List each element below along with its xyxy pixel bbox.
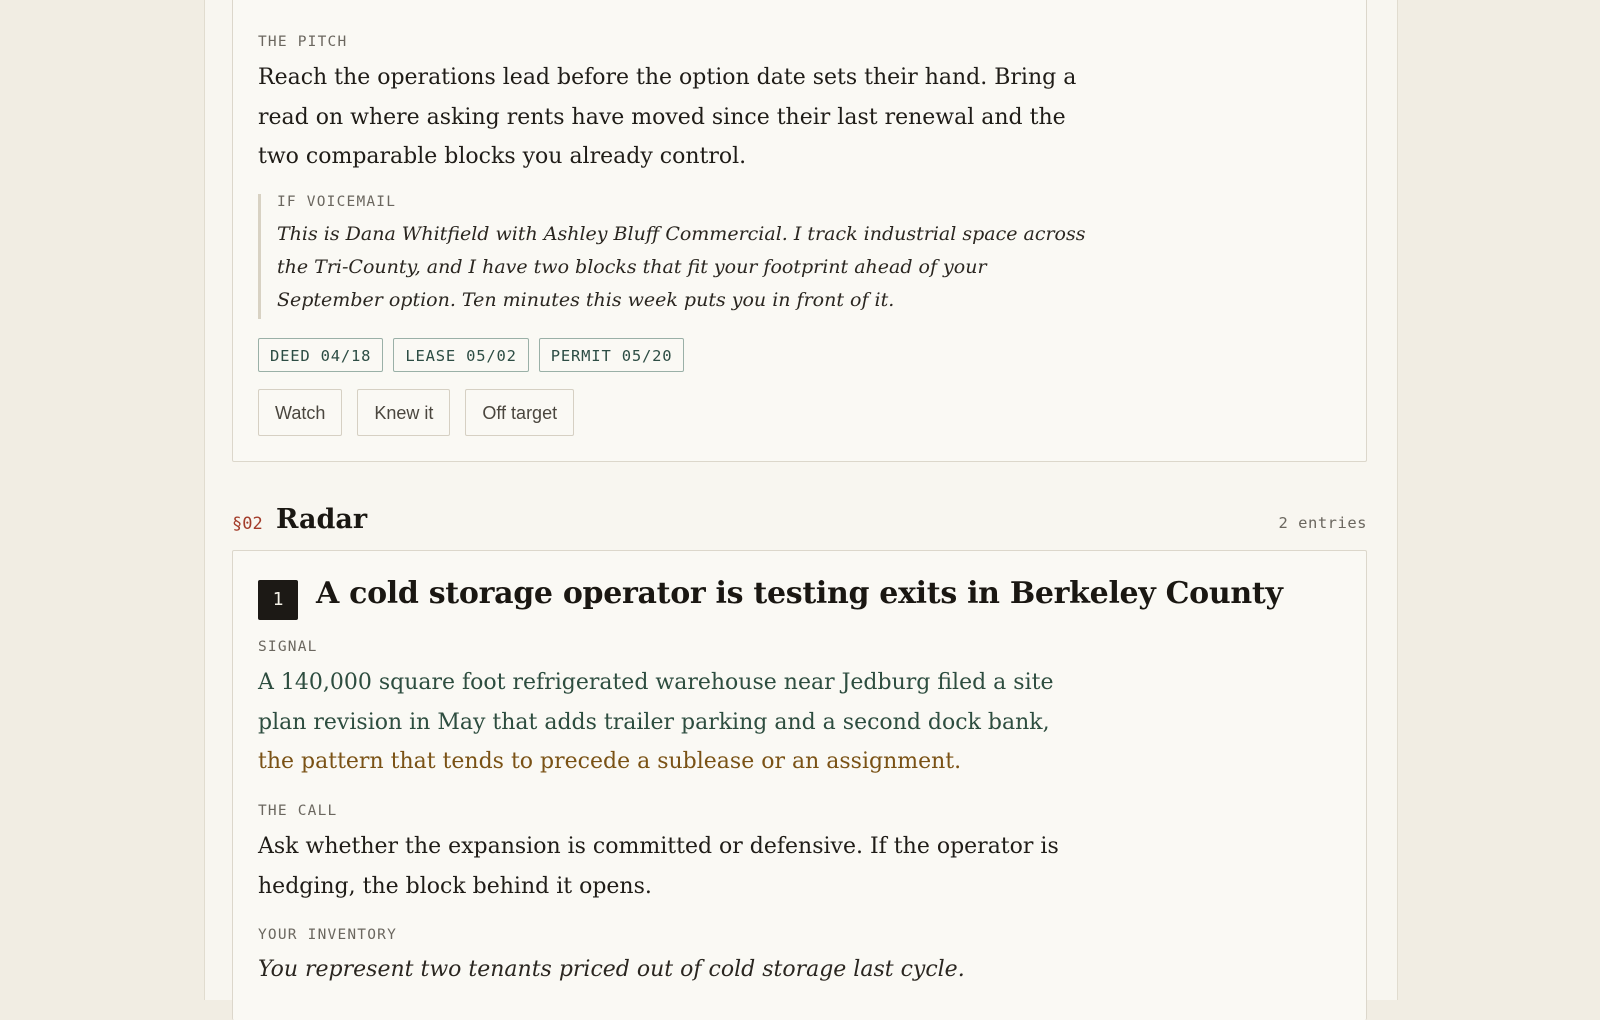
section-title: Radar — [276, 504, 368, 535]
pitch-label: THE PITCH — [258, 34, 348, 50]
signal-label: SIGNAL — [258, 639, 318, 655]
entry-title: A cold storage operator is testing exits in Berkeley County — [316, 576, 1283, 611]
knew-it-button[interactable]: Knew it — [357, 389, 450, 436]
tag-lease[interactable]: LEASE 05/02 — [393, 338, 528, 372]
section-number: §02 — [232, 514, 263, 534]
call-label: THE CALL — [258, 803, 338, 819]
entry-card-previous — [232, 0, 1367, 462]
voicemail-text: This is Dana Whitfield with Ashley Bluff Commercial. I track industrial space across the Tri-County, and I have two blocks that fit your footprint ahead of your September option. Ten minutes this week puts you in front of it. — [277, 223, 1086, 311]
voicemail-label: IF VOICEMAIL — [277, 194, 397, 210]
signal-text-main: A 140,000 square foot refrigerated warehouse near Jedburg filed a site plan revision in May that adds trailer parking and a second dock bank, — [258, 670, 1054, 735]
pitch-text: Reach the operations lead before the option date sets their hand. Bring a read on where asking rents have moved since their last renewal and the two comparable blocks you already control. — [258, 65, 1077, 169]
off-target-button[interactable]: Off target — [465, 389, 574, 436]
call-text: Ask whether the expansion is committed or defensive. If the operator is hedging, the block behind it opens. — [258, 834, 1059, 899]
voicemail-block — [258, 194, 1088, 319]
record-tags — [258, 338, 684, 372]
inventory-label: YOUR INVENTORY — [258, 927, 398, 943]
section-entry-count: 2 entries — [1278, 514, 1367, 532]
section-header — [232, 500, 1367, 540]
radar-entry-card — [232, 550, 1367, 1020]
tag-deed[interactable]: DEED 04/18 — [258, 338, 383, 372]
watch-button[interactable]: Watch — [258, 389, 342, 436]
signal-text — [258, 663, 1088, 782]
tag-permit[interactable]: PERMIT 05/20 — [539, 338, 685, 372]
signal-text-accent: the pattern that tends to precede a sublease or an assignment. — [258, 749, 962, 774]
entry-number-badge: 1 — [258, 580, 298, 620]
feedback-actions — [258, 389, 574, 436]
inventory-text: You represent two tenants priced out of cold storage last cycle. — [258, 957, 965, 982]
